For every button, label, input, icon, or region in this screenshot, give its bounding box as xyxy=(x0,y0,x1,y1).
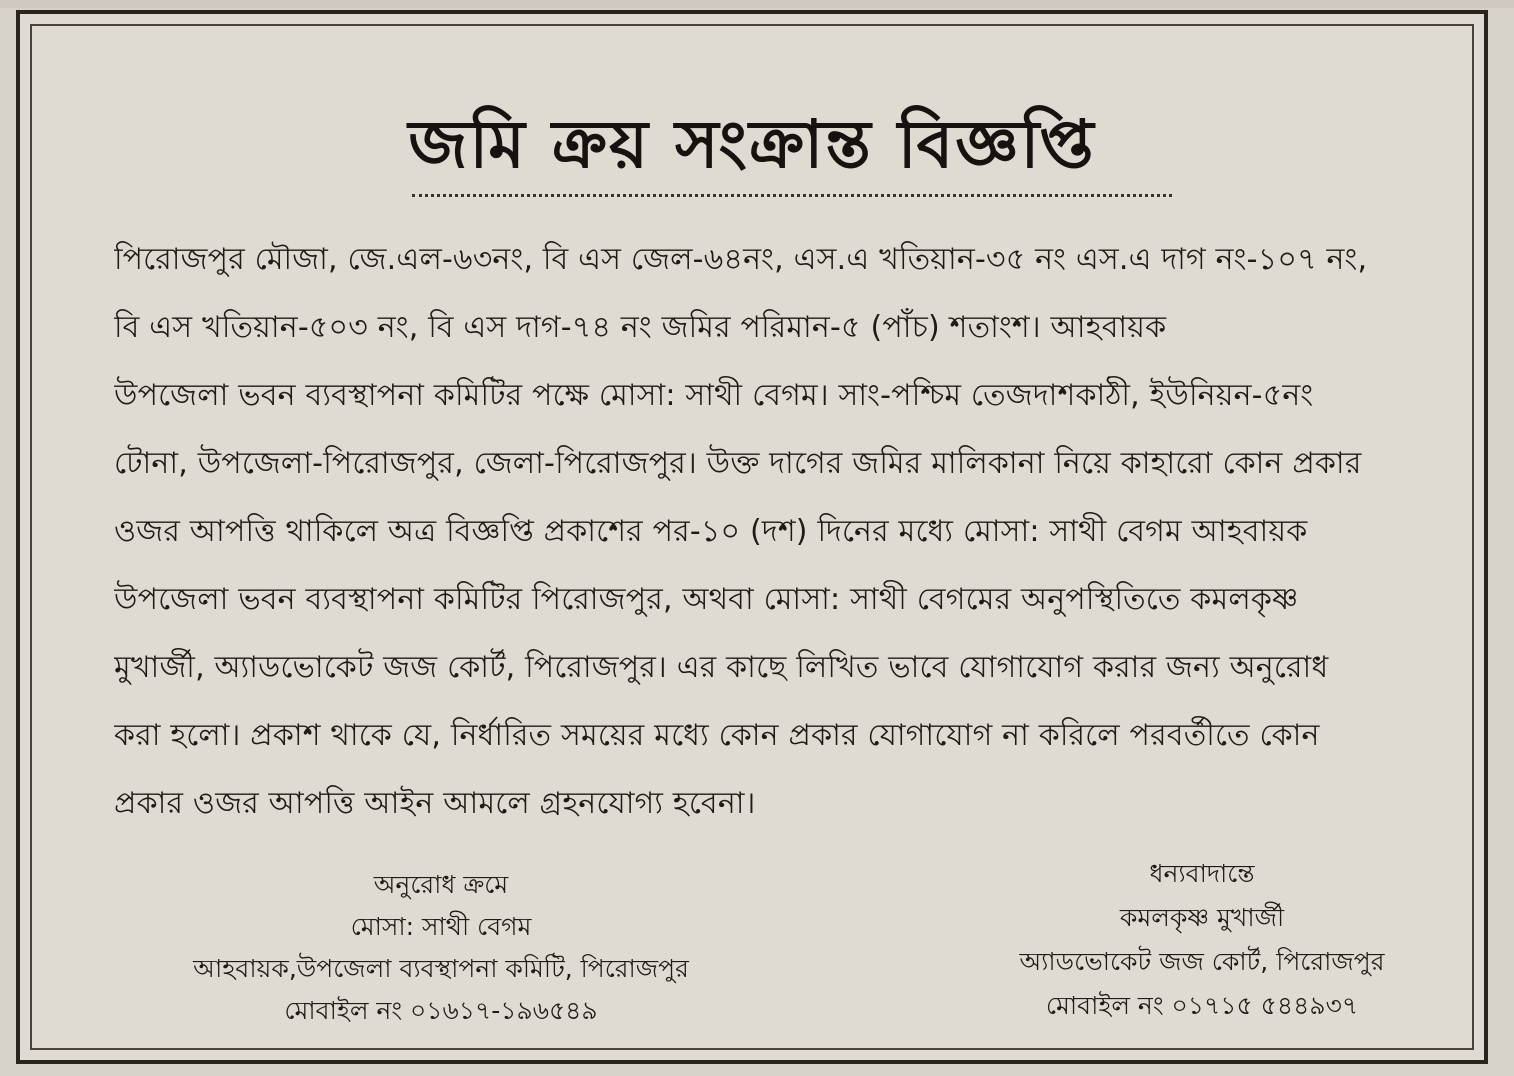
notice-title: জমি ক্রয় সংক্রান্ত বিজ্ঞপ্তি xyxy=(408,106,1096,183)
notice-line-1: পিরোজপুর মৌজা, জে.এল-৬৩নং, বি এস জেল-৬৪নং, এস.এ খতিয়ান-৩৫ নং এস.এ দাগ নং-১০৭ নং, xyxy=(114,242,1368,277)
signature-left-designation: আহবায়ক,উপজেলা ব্যবস্থাপনা কমিটি, পিরোজপুর xyxy=(193,954,689,983)
notice-frame xyxy=(16,10,1488,1064)
notice-line-2: বি এস খতিয়ান-৫০৩ নং, বি এস দাগ-৭৪ নং জমির পরিমান-৫ (পাঁচ) শতাংশ। আহবায়ক xyxy=(114,310,1167,345)
signature-right-mobile: মোবাইল নং ০১৭১৫ ৫৪৪৯৩৭ xyxy=(1045,991,1359,1020)
notice-line-3: উপজেলা ভবন ব্যবস্থাপনা কমিটির পক্ষে মোসা: সাথী বেগম। সাং-পশ্চিম তেজদাশকাঠী, ইউনিয়ন-৫নং xyxy=(114,378,1314,413)
notice-line-4: টোনা, উপজেলা-পিরোজপুর, জেলা-পিরোজপুর। উক্ত দাগের জমির মালিকানা নিয়ে কাহারো কোন প্রকার xyxy=(114,446,1362,481)
signature-right-thanks: ধন্যবাদান্তে xyxy=(1149,859,1255,888)
signature-left-request: অনুরোধ ক্রমে xyxy=(373,870,509,899)
signature-right xyxy=(962,852,1442,1028)
signature-right-name: কমলকৃষ্ণ মুখার্জী xyxy=(1119,903,1285,932)
notice-line-7: মুখার্জী, অ্যাডভোকেট জজ কোর্ট, পিরোজপুর। এর কাছে লিখিত ভাবে যোগাযোগ করার জন্য অনুরোধ xyxy=(114,650,1329,685)
title-underline xyxy=(412,194,1172,197)
notice-line-8: করা হলো। প্রকাশ থাকে যে, নির্ধারিত সময়ের মধ্যে কোন প্রকার যোগাযোগ না করিলে পরবর্তীতে কোন xyxy=(114,718,1320,753)
signature-left xyxy=(116,864,766,1032)
signature-right-designation: অ্যাডভোকেট জজ কোর্ট, পিরোজপুর xyxy=(1019,947,1385,976)
notice-line-5: ওজর আপত্তি থাকিলে অত্র বিজ্ঞপ্তি প্রকাশের পর-১০ (দশ) দিনের মধ্যে মোসা: সাথী বেগম আহবায়ক xyxy=(114,514,1308,549)
signature-left-mobile: মোবাইল নং ০১৬১৭-১৯৬৫৪৯ xyxy=(284,996,598,1025)
notice-body xyxy=(114,226,1434,838)
page-top-strip xyxy=(0,0,1514,8)
notice-inner-border xyxy=(30,24,1474,1050)
signature-left-name: মোসা: সাথী বেগম xyxy=(350,912,532,941)
notice-line-9: প্রকার ওজর আপত্তি আইন আমলে গ্রহনযোগ্য হবেনা। xyxy=(114,786,756,821)
notice-line-6: উপজেলা ভবন ব্যবস্থাপনা কমিটির পিরোজপুর, অথবা মোসা: সাথী বেগমের অনুপস্থিতিতে কমলকৃষ্ণ xyxy=(114,582,1299,617)
